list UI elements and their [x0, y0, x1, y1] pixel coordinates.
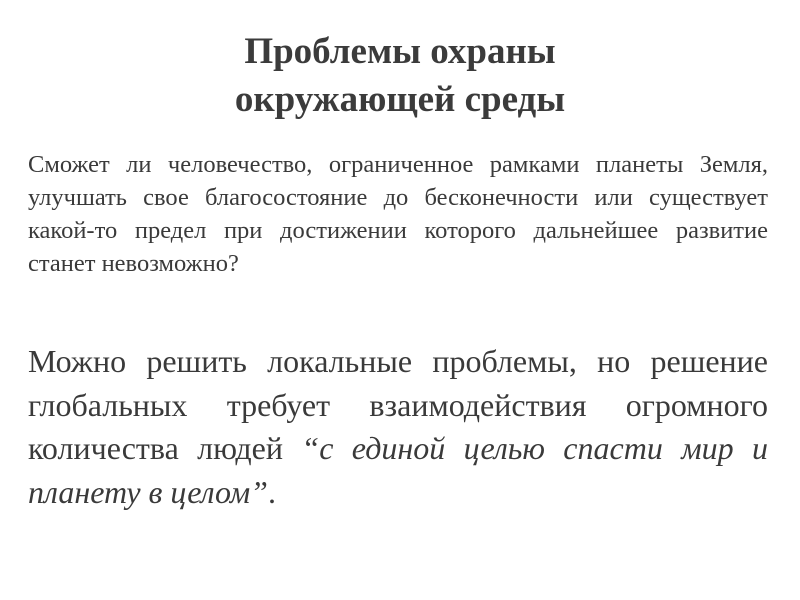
statement-end: . [267, 473, 276, 510]
title-line-1: Проблемы охраны [244, 31, 556, 72]
statement-paragraph [28, 340, 768, 514]
page-title [0, 28, 800, 124]
title-line-2: окружающей среды [234, 79, 566, 120]
statement-text: Можно решить локальные проблемы, но решение глобальных требует взаимодействия огромного количества людей [28, 343, 768, 466]
question-paragraph: Сможет ли человечество, ограниченное рамками планеты Земля, улучшать свое благосостояние до бесконечности или существует какой-то предел при достижении которого дальнейшее развитие станет невозможно? [28, 151, 768, 277]
statement-quote: “с единой целью спасти мир и планету в целом” [28, 430, 769, 510]
